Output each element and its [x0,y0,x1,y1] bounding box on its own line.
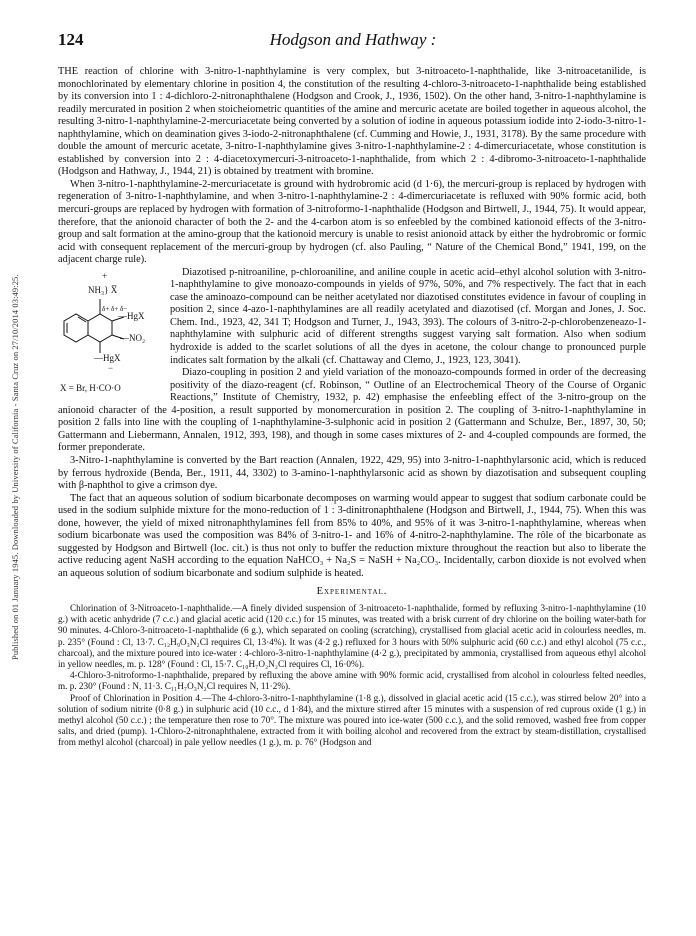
fig-label-hgx-top: —HgX [118,310,145,321]
experimental-paragraph-1: Chlorination of 3-Nitroaceto-1-naphthalide.—A finely divided suspension of 3-nitroaceto-1-naphthalide, formed by refluxing 3-nitro-1-naphthylamine (10 g.) with acetic anhydride (7 c.c.) and glacial acetic acid (120 c.c.) for 15 minutes, was treated with a brisk current of dry chlorine on the boiling water-bath for 90 minutes. 4-Chloro-3-nitroaceto-1-naphthalide (6 g.), which separated on cooling (scratching), crystallised from glacial acetic acid in colourless needles, m. p. 235° (Found : Cl, 13·7. C₁₂H₉O₃N₂Cl requires Cl, 13·4%). It was (4·2 g.) refluxed for 3 hours with 50% sulphuric acid (60 c.c.) and ethyl alcohol (75 c.c., charcoal), and the mixture poured into ice-water : 4-chloro-3-nitro-1-naphthylamine (4·2 g.), precipitated by ammonia, crystallised from aqueous ethyl alcohol in yellow needles, m. p. 128° (Found : Cl, 15·7. C₁₀H₇O₂N₂Cl requires Cl, 16·0%). [58,602,646,669]
fig-label-no2: —NO₂ [120,332,146,343]
fig-label-hgx-bottom: —HgX [94,352,121,363]
page-number: 124 [58,30,84,49]
fig-label-delta: δ+ δ+ δ− [102,304,128,313]
running-head: Hodgson and Hathway : [269,30,437,49]
article-body [58,66,646,749]
fig-caption: X = Br, H·CO·O [60,382,121,393]
paragraph-4: Diazo-coupling in position 2 and yield variation of the monoazo-compounds formed in order of the decreasing positivity of the diazo-reagent (cf. Robinson, “ Outline of an Electrochemical Theory of the Course of Organic Reactions,” Institute of Chemistry, 1932, p. 42) emphasise the enfeebling effect of the 3-nitro-group on the anionoid character of the 4-position, a result supported by monomercuration in position 2. The coupling of 3-nitro-1-naphthylamine in position 2 falls into line with the coupling of 1-naphthylamine-3-sulphonic acid in position 2 (Gattermann and Schulze, Ber., 1897, 30, 50; Gattermann and Liebermann, Annalen, 1912, 393, 198), and though in some cases mixtures of 2- and 4-coupled compounds are formed, the former preponderate. [58,367,646,454]
paragraph-5: 3-Nitro-1-naphthylamine is converted by the Bart reaction (Annalen, 1922, 429, 95) into 3-nitro-1-naphthylarsonic acid, which is reduced by ferrous hydroxide (Benda, Ber., 1911, 44, 3302) to 3-amino-1-naphthylarsonic acid as shown by diazotisation and subsequent coupling with β-naphthol to give a crimson dye. [58,454,646,492]
fig-label-minus: − [108,362,114,373]
download-notice-text: Published on 01 January 1945. Downloaded by University of California - Santa Cruz on 27/10/2014 03:49:25. [10,274,20,660]
paragraph-2: When 3-nitro-1-naphthylamine-2-mercuriacetate is ground with hydrobromic acid (d 1·6), the mercuri-group is replaced by hydrogen with regeneration of 3-nitro-1-naphthylamine, and when 3-nitro-1-naphthylamine-2 : 4-dimercuriacetate is refluxed with 90% formic acid, both mercuri-groups are replaced by hydrogen with formation of 3-nitroformo-1-naphthalide (Hodgson and Birtwell, J., 1944, 75). It would appear, therefore, that the anionoid character of both the 2- and the 4-carbon atom is so enfeebled by the combined kationoid effects of the 3-nitro-group and salt formation at the amino-group that the kationoid mercury is unable to resist anionoid attack by either the hydrobromic or formic acid with consequent replacement of the mercuri-group by hydrogen (cf. also Pauling, “ Nature of the Chemical Bond,” 1941, 199, on the adjacent charge rule). [58,178,646,266]
download-notice [0,150,20,660]
paragraph-1: THE reaction of chlorine with 3-nitro-1-naphthylamine is very complex, but 3-nitroaceto-1-naphthalide, like 3-nitroacetanilide, is monochlorinated by elementary chlorine in position 4, the constitution of the resulting 4-chloro-3-nitroaceto-1-naphthalide being established by its conversion into 1 : 4-dichloro-2-nitronaphthalene (Hodgson and Crook, J., 1936, 1502). On the other hand, 3-nitro-1-naphthylamine is readily mercurated in position 2 when stoicheiometric quantities of the amine and mercuric acetate are boiled together in aqueous alcohol, the resulting 3-nitro-1-naphthylamine-2-mercuriacetate being converted by a solution of iodine in aqueous potassium iodide into 2-iodo-3-nitro-1-naphthylamine, which on deamination gives 3-iodo-2-nitronaphthalene (cf. Cumming and Howie, J., 1931, 3178). By the same procedure with double the amount of mercuric acetate, 3-nitro-1-naphthylamine gives 3-nitro-1-naphthylamine-2 : 4-dimercuriacetate, whose constitution is established by conversion into 2 : 4-diacetoxymercuri-3-nitroaceto-1-naphthalide, from which 2 : 4-dibromo-3-nitroaceto-1-naphthalide (Hodgson and Hathway, J., 1944, 21) is obtained by treatment with bromine. [58,66,646,178]
experimental-section [58,603,646,749]
structure-figure [58,269,164,397]
section-title: Experimental. [316,586,388,598]
naphthylamine-structure-diagram [58,269,164,397]
paragraph-6: The fact that an aqueous solution of sodium bicarbonate decomposes on warming would appear to suggest that sodium carbonate could be used in the sodium sulphide mixture for the mono-reduction of 1 : 3-dinitronaphthalene (Hodgson and Birtwell, J., 1944, 75). When this was done, however, the yield of mixed nitronaphthylamines fell from 85% to 40%, and 95% of it was 3-nitro-1-naphthylamine, whereas when sodium bicarbonate was used the composition was 84% of 3-nitro-1- and 16% of 4-nitro-2-naphthylamine. The rôle of the bicarbonate as suggested by Hodgson and Birtwell (loc. cit.) is thus not only to buffer the reduction mixture throughout the reaction but also to liberate the active reducing agent NaSH according to the equation NaHCO₃ + Na₂S = NaSH + Na₂CO₃. Incidentally, carbon dioxide is not evolved when an aqueous solution of sodium bicarbonate and sodium sulphide is heated. [58,492,646,579]
experimental-paragraph-3: Proof of Chlorination in Position 4.—The 4-chloro-3-nitro-1-naphthylamine (1·8 g.), dissolved in glacial acetic acid (15 c.c.), was stirred below 20° into a solution of sodium nitrite (0·8 g.) in sulphuric acid (10 c.c., d 1·84), and the mixture stirred after 15 minutes with a suspension of red cuprous oxide (1 g.) in methyl alcohol (50 c.c.) ; the temperature then rose to 70°. The mixture was poured into ice-water (500 c.c.), and the solid removed, washed free from copper salts, and dried (pump). 1-Chloro-2-nitronaphthalene, extracted from it with boiling alcohol and recovered from the extract by steam-distillation, crystallised from methyl alcohol (charcoal) in pale yellow needles (1 g.), m. p. 76° (Hodgson and [58,692,646,748]
page-header [58,30,648,52]
paragraph-3: Diazotised p-nitroaniline, p-chloroaniline, and aniline couple in acetic acid–ethyl alcohol solution with 3-nitro-1-naphthylamine to give monoazo-compounds in yields of 97%, 50%, and 7% respectively. The fact that in each case the aminoazo-compound can be neither acetylated nor diazotised constitutes evidence in favour of coupling in position 2, since 4-azo-1-naphthylamines are all readily acetylated and diazotised (cf. Morgan and Jones, J. Soc. Chem. Ind., 1923, 42, 341 T; Hodgson and Turner, J., 1943, 393). The colours of 3-nitro-2-p-chlorobenzeneazo-1-naphthylamine with sulphuric acid of different strengths suggest varying salt formation. Also when sodium hydroxide is added to the scarlet solutions of all the dyes in acetone, the colour change to pronounced purple indicates salt formation by the alkali (cf. Chattaway and Clemo, J., 1923, 123, 3041). [170,266,646,366]
fig-label-nh3: NH₃} X̅ [88,284,118,295]
experimental-paragraph-2: 4-Chloro-3-nitroformo-1-naphthalide, prepared by refluxing the above amine with 90% formic acid, crystallised from alcohol in colourless felted needles, m. p. 230° (Found : N, 11·3. C₁₁H₇O₃N₂Cl requires N, 11·2%). [58,670,646,692]
fig-label-plus: + [102,270,108,281]
